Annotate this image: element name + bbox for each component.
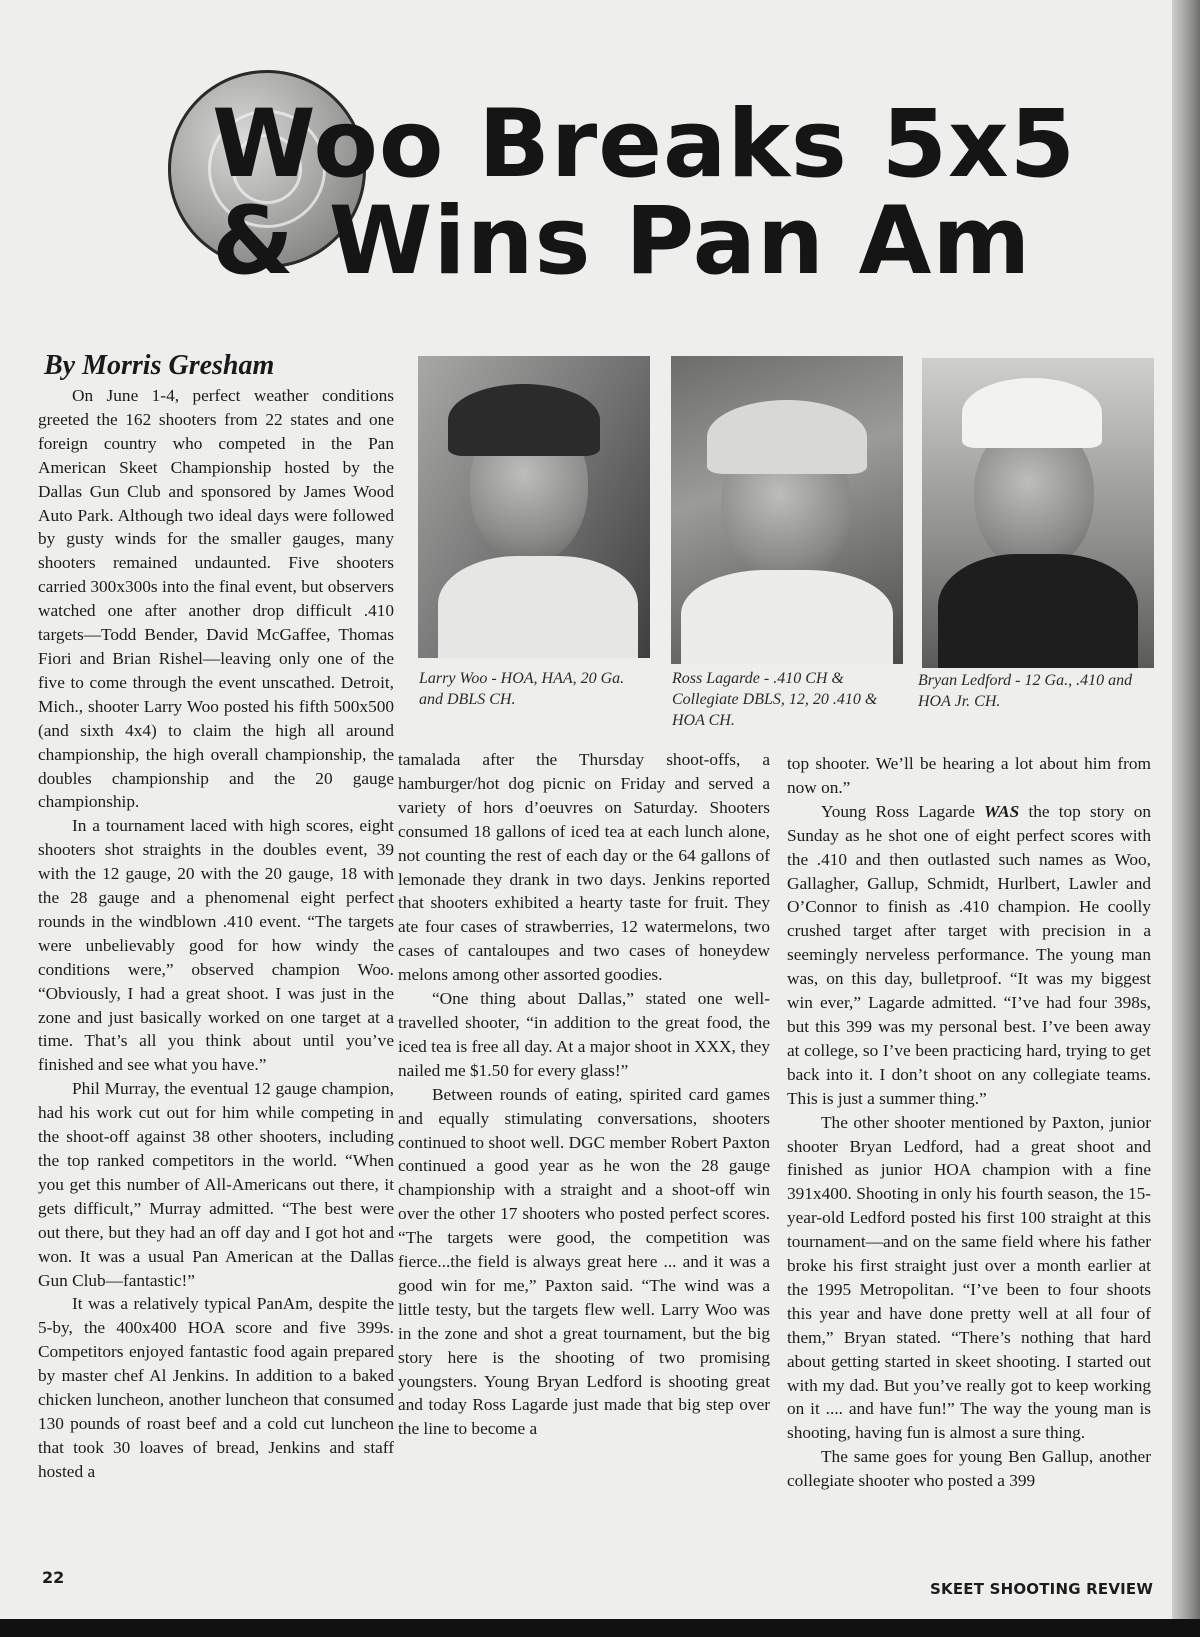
byline: By Morris Gresham xyxy=(44,350,275,381)
paragraph: Between rounds of eating, spirited card games and equally stimulating conversations, shooters continued to shoot well. DGC member Robert Paxton continued a good year as he won the 28 gauge championship with a straight and a shoot-off win over the other 17 shooters who posted perfect scores. “The targets were good, the competition was fierce...the field is always great here ... and it was a good win for me,” Paxton said. “The wind was a little testy, but the targets flew well. Larry Woo was in the zone and shot a great tournament, but the big story here is the shooting of two promising youngsters. Young Bryan Ledford is shooting great and today Ross Lagarde just made that big step over the line to become a xyxy=(398,1084,770,1439)
photo-larry-woo xyxy=(418,356,650,658)
emphasis: WAS xyxy=(984,801,1020,821)
article-column-1 xyxy=(38,384,394,1484)
text-run: the top story on Sunday as he shot one of eight perfect scores with the .410 and then outlasted such names as Woo, Gallagher, Gallup, Schmidt, Hurlbert, Lawler and O’Connor to finish as .410 champion. He coolly crushed target after target with precision in a seemingly nerveless performance. The young man was, on this day, bulletproof. “It was my biggest win ever,” Lagarde admitted. “I’ve had four 398s, but this 399 was my personal best. I’ve been away at college, so I’ve been practicing hard, trying to get back into it. I don’t shoot on any collegiate teams. This is just a summer thing.” xyxy=(787,801,1151,1108)
paragraph: top shooter. We’ll be hearing a lot about him from now on.” xyxy=(787,754,1151,797)
photo-caption: Ross Lagarde - .410 CH & Collegiate DBLS, 12, 20 .410 & HOA CH. xyxy=(672,670,878,729)
article-title-line-2: & Wins Pan Am xyxy=(212,187,1032,296)
paragraph: The other shooter mentioned by Paxton, junior shooter Bryan Ledford, had a great shoot and finished as junior HOA champion with a fine 391x400. Shooting in only his fourth season, the 15-year-old Ledford posted his first 100 straight at this tournament—and on the same field where his father broke his first straight just over a month earlier at the 1995 Metropolitan. “I’ve been to four shoots this year and have done pretty well at all four of them,” Bryan stated. “There’s nothing that hard about getting started in skeet shooting. I started out with my dad. But you’ve really got to keep working on it .... and have fun!” The way the young man is shooting, having fun is almost a sure thing. xyxy=(787,1112,1151,1443)
page-binding-edge xyxy=(1172,0,1200,1637)
photo-bryan-ledford xyxy=(922,358,1154,668)
paragraph: tamalada after the Thursday shoot-offs, a hamburger/hot dog picnic on Friday and served a variety of hors d’oeuvres on Saturday. Shooters consumed 18 gallons of iced tea at each lunch alone, not counting the rest of each day or the 64 gallons of lemonade they drank in two days. Jenkins reported that shooters exhibited a hearty taste for fruit. They ate four cases of strawberries, 12 watermelons, two cases of cantaloupes and two cases of honeydew melons among other assorted goodies. xyxy=(398,750,770,985)
page-number: 22 xyxy=(42,1568,65,1587)
bottom-scan-edge xyxy=(0,1619,1200,1637)
photo-caption: Larry Woo - HOA, HAA, 20 Ga. and DBLS CH. xyxy=(419,670,625,708)
paragraph: On June 1-4, perfect weather conditions greeted the 162 shooters from 22 states and one foreign country who competed in the Pan American Skeet Championship hosted by the Dallas Gun Club and sponsored by James Wood Auto Park. Although two ideal days were followed by gusty winds for the smaller gauges, many shooters remained undaunted. Five shooters carried 300x300s into the final event, but observers watched one after another drop difficult .410 targets—Todd Bender, David McGaffee, Thomas Fiori and Brian Rishel—leaving only one of the five to come through the event unscathed. Detroit, Mich., shooter Larry Woo posted his fifth 500x500 (and sixth 4x4) to claim the high all around championship, the high overall championship, the doubles championship and the 20 gauge championship. xyxy=(38,386,394,812)
article-column-2 xyxy=(398,748,770,1441)
paragraph: “One thing about Dallas,” stated one well-travelled shooter, “in addition to the great food, the iced tea is free all day. At a major shoot in XXX, they nailed me $1.50 for every glass!” xyxy=(398,989,770,1080)
paragraph: It was a relatively typical PanAm, despite the 5-by, the 400x400 HOA score and five 399s. Competitors enjoyed fantastic food again prepared by master chef Al Jenkins. In addition to a baked chicken luncheon, another luncheon that consumed 130 pounds of roast beef and a cold cut luncheon that took 30 loaves of bread, Jenkins and staff hosted a xyxy=(38,1294,394,1481)
paragraph: In a tournament laced with high scores, eight shooters shot straights in the doubles event, 39 with the 12 gauge, 20 with the 20 gauge, 18 with the 28 gauge and a phenomenal eight perfect rounds in the windblown .410 event. “The targets were unbelievably good for how windy the conditions were,” observed champion Woo. “Obviously, I had a great shoot. I was just in the zone and just basically worked on one target at a time. That’s all you think about until you’ve finished and see what you have.” xyxy=(38,816,394,1075)
photo-caption: Bryan Ledford - 12 Ga., .410 and HOA Jr. CH. xyxy=(918,672,1133,710)
article-column-3 xyxy=(787,752,1151,1493)
publication-name: SKEET SHOOTING REVIEW xyxy=(930,1580,1154,1598)
article-title-line-1: Woo Breaks 5x5 xyxy=(212,90,1077,199)
paragraph: The same goes for young Ben Gallup, another collegiate shooter who posted a 399 xyxy=(787,1447,1151,1491)
paragraph: Phil Murray, the eventual 12 gauge champion, had his work cut out for him while competing in the shoot-off against 38 other shooters, including the top ranked competitors in the world. “When you get this number of All-Americans out there, it gets difficult,” Murray admitted. “The best were out there, but they had an off day and I got hot and won. It was a usual Pan American at the Dallas Gun Club—fantastic!” xyxy=(38,1079,394,1290)
photo-ross-lagarde xyxy=(671,356,903,664)
text-run: Young Ross Lagarde xyxy=(821,801,985,821)
paragraph xyxy=(787,800,1151,1111)
